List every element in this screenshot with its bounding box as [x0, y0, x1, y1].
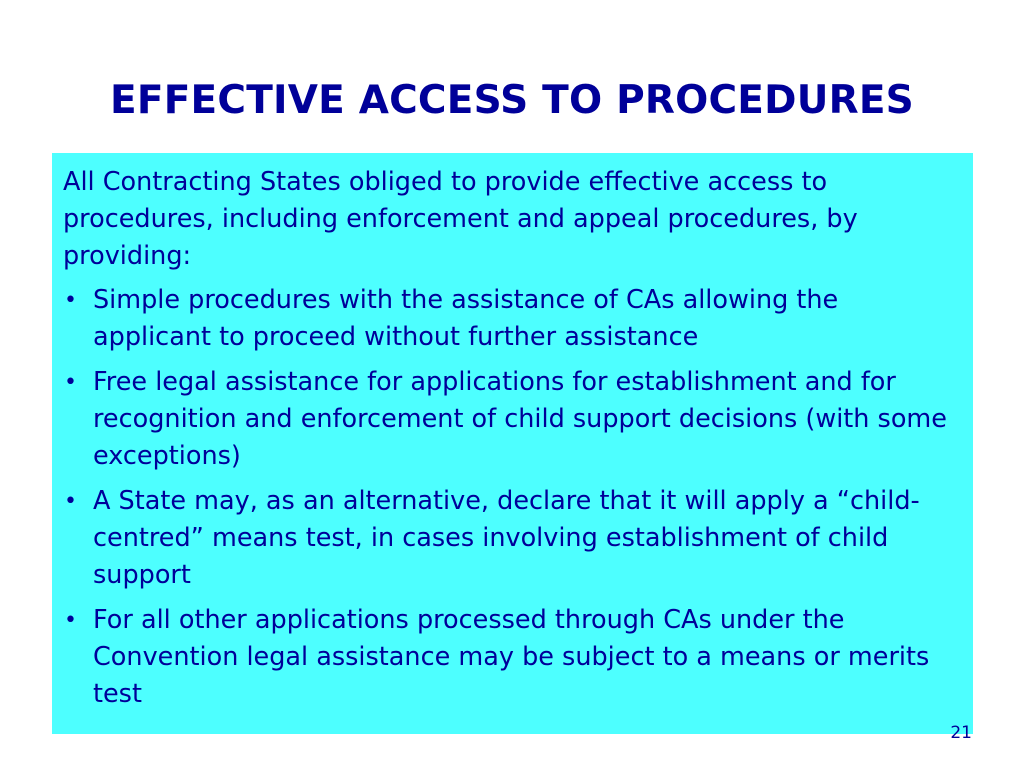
- intro-paragraph: All Contracting States obliged to provide effective access to procedures, including enforcement and appeal procedures, by providing:: [63, 167, 858, 271]
- bullet-item: [63, 483, 963, 594]
- bullet-item: [63, 602, 963, 713]
- page-number: 21: [950, 723, 972, 743]
- slide-title: EFFECTIVE ACCESS TO PROCEDURES: [110, 78, 914, 123]
- bullet-text: Simple procedures with the assistance of CAs allowing the applicant to proceed without further assistance: [93, 285, 839, 352]
- bullet-item: [63, 282, 963, 356]
- bullet-text: Free legal assistance for applications for establishment and for recognition and enforcement of child support decisions (with some exceptions): [93, 367, 947, 471]
- bullet-text: A State may, as an alternative, declare that it will apply a “child-centred” means test, in cases involving establishment of child support: [93, 486, 920, 590]
- bullet-dot-icon: •: [64, 608, 77, 633]
- content-box: [52, 153, 973, 734]
- bullet-dot-icon: •: [64, 288, 77, 313]
- bullet-dot-icon: •: [64, 370, 77, 395]
- bullet-dot-icon: •: [64, 489, 77, 514]
- bullet-item: [63, 364, 963, 475]
- bullet-text: For all other applications processed through CAs under the Convention legal assistance may be subject to a means or merits test: [93, 605, 930, 709]
